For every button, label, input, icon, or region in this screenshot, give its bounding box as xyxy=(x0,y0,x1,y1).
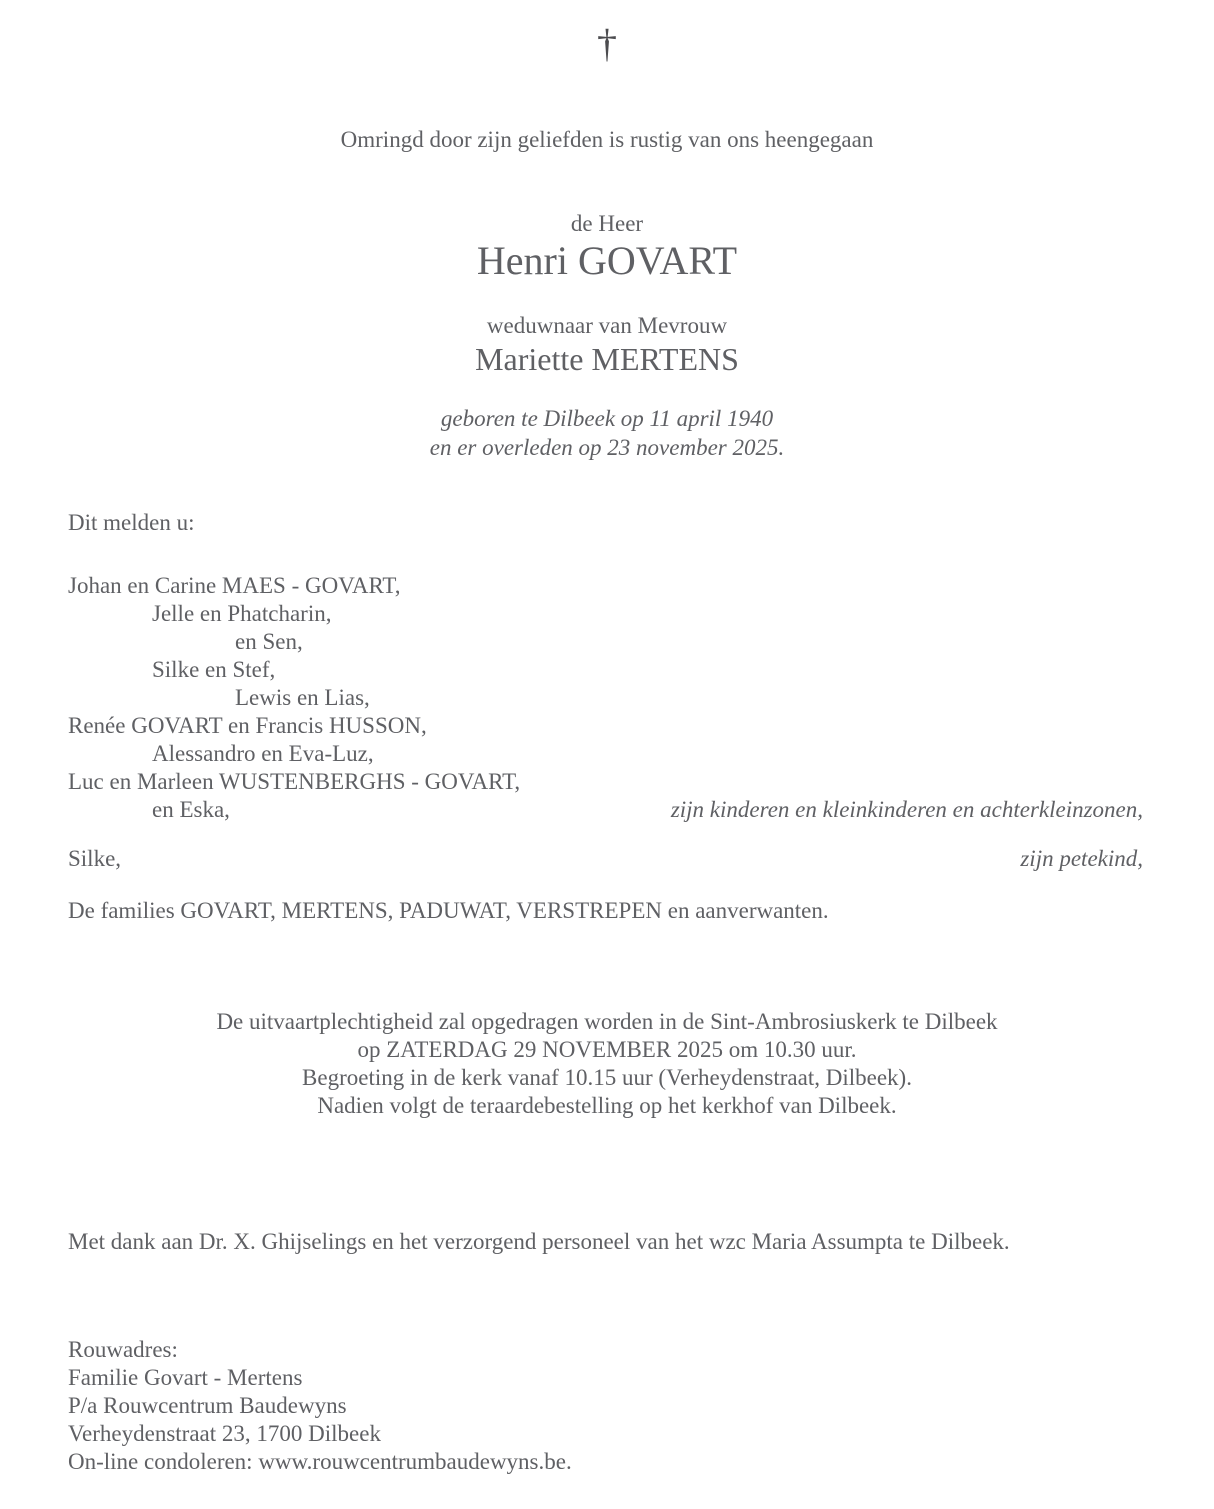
godchild-role-note: zijn petekind, xyxy=(1020,846,1143,871)
service-line: Begroeting in de kerk vanaf 10.15 uur (Verheydenstraat, Dilbeek). xyxy=(302,1065,912,1090)
death-line: en er overleden op 23 november 2025. xyxy=(429,435,785,460)
family-line: Silke en Stef, xyxy=(152,657,276,682)
birth-line: geboren te Dilbeek op 11 april 1940 xyxy=(440,406,774,431)
announcement-intro: Dit melden u: xyxy=(68,510,195,535)
service-line: op ZATERDAG 29 NOVEMBER 2025 om 10.30 uur. xyxy=(357,1037,857,1062)
acknowledgement-line: Met dank aan Dr. X. Ghijselings en het verzorgend personeel van het wzc Maria Assumpta te Dilbeek. xyxy=(68,1229,1010,1254)
mourning-address xyxy=(68,1336,572,1476)
family-line: Johan en Carine MAES - GOVART, xyxy=(68,573,401,598)
family-line: Lewis en Lias, xyxy=(235,685,370,710)
service-line: De uitvaartplechtigheid zal opgedragen worden in de Sint-Ambrosiuskerk te Dilbeek xyxy=(216,1009,998,1034)
service-details xyxy=(0,1008,1214,1120)
mourning-address-line: Verheydenstraat 23, 1700 Dilbeek xyxy=(68,1421,381,1446)
family-line: en Sen, xyxy=(235,629,303,654)
family-line: Luc en Marleen WUSTENBERGHS - GOVART, xyxy=(68,769,521,794)
service-line: Nadien volgt de teraardebestelling op het kerkhof van Dilbeek. xyxy=(317,1093,897,1118)
relatives-role-note: zijn kinderen en kleinkinderen en achterkleinzonen, xyxy=(670,797,1143,822)
families-line: De families GOVART, MERTENS, PADUWAT, VERSTREPEN en aanverwanten. xyxy=(68,898,829,923)
mourning-address-line: On-line condoleren: www.rouwcentrumbaudewyns.be. xyxy=(68,1449,572,1474)
godchild-name: Silke, xyxy=(68,846,122,871)
family-line: en Eska, xyxy=(152,797,230,822)
family-line: Alessandro en Eva-Luz, xyxy=(152,741,374,766)
birth-death-dates xyxy=(0,404,1214,462)
widower-line: weduwnaar van Mevrouw xyxy=(486,313,728,338)
spouse-name: Mariette MERTENS xyxy=(475,341,739,377)
family-list xyxy=(68,572,520,824)
honorific: de Heer xyxy=(570,211,644,236)
godchild-row xyxy=(68,845,1143,873)
opening-line: Omringd door zijn geliefden is rustig van ons heengegaan xyxy=(340,127,874,152)
mourning-address-line: Familie Govart - Mertens xyxy=(68,1365,303,1390)
deceased-name: Henri GOVART xyxy=(476,238,738,283)
memorial-cross-icon: † xyxy=(597,21,617,66)
mourning-address-line: P/a Rouwcentrum Baudewyns xyxy=(68,1393,347,1418)
family-line: Jelle en Phatcharin, xyxy=(152,601,332,626)
mourning-address-label: Rouwadres: xyxy=(68,1337,178,1362)
family-line: Renée GOVART en Francis HUSSON, xyxy=(68,713,427,738)
